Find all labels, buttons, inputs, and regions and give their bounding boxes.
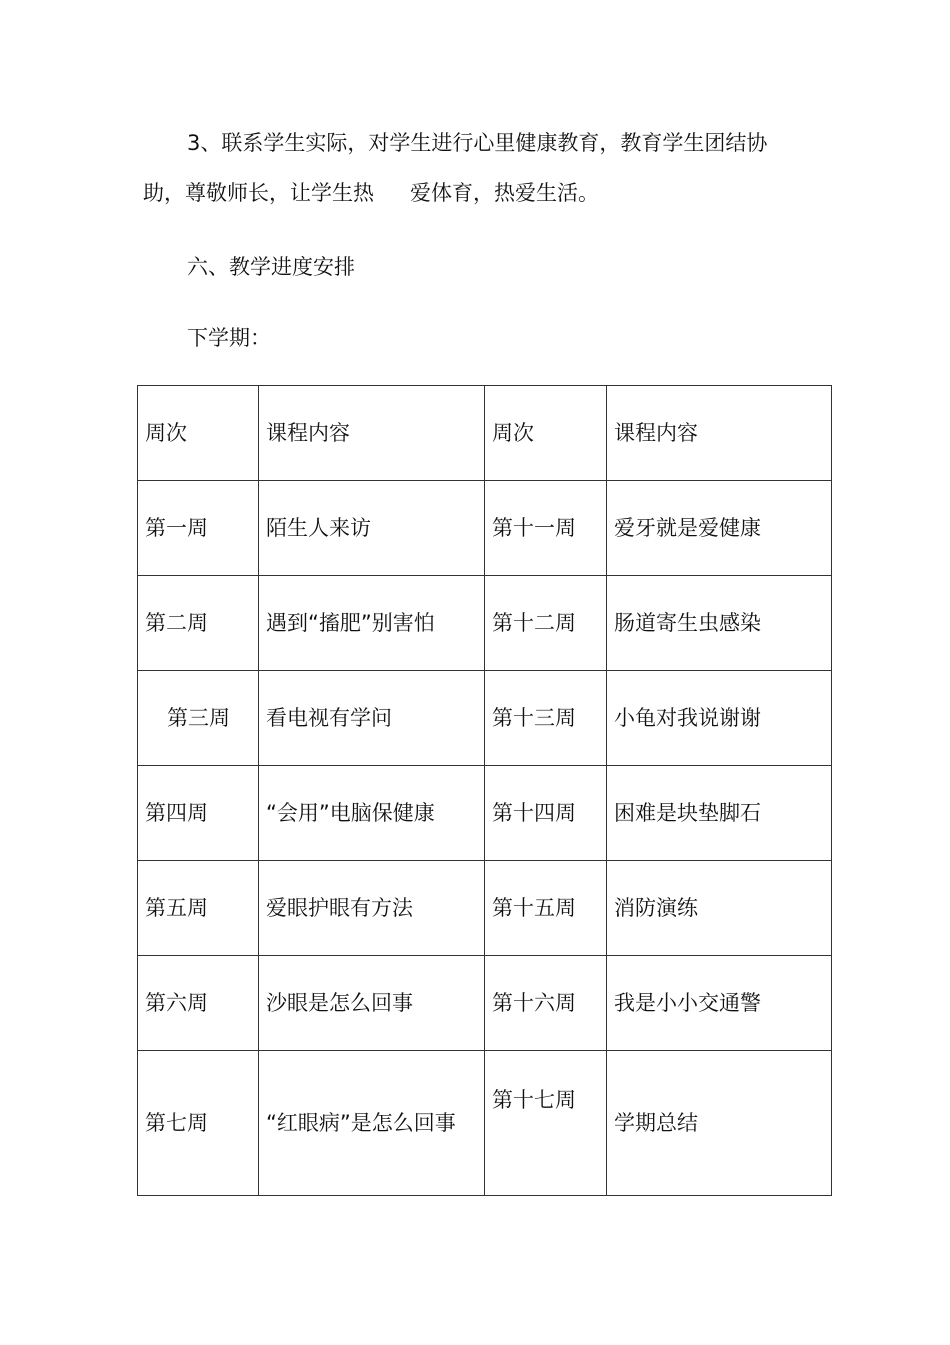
table-row: [138, 671, 832, 766]
content-cell: 陌生人来访: [259, 481, 485, 576]
content-cell: 看电视有学问: [259, 671, 485, 766]
content-cell: 爱眼护眼有方法: [259, 861, 485, 956]
table-row: [138, 576, 832, 671]
week-cell: 第十三周: [485, 671, 607, 766]
header-content-2: 课程内容: [607, 386, 832, 481]
table-header-row: [138, 386, 832, 481]
week-cell: 第六周: [138, 956, 259, 1051]
week-cell: 第十五周: [485, 861, 607, 956]
paragraph-line-2: [143, 180, 599, 206]
schedule-table: [137, 385, 832, 1196]
header-content-1: 课程内容: [259, 386, 485, 481]
section-title: 六、教学进度安排: [187, 255, 355, 279]
header-week-2: 周次: [485, 386, 607, 481]
week-cell: 第七周: [138, 1051, 259, 1196]
week-cell: 第四周: [138, 766, 259, 861]
paragraph-line-2-part-a: 助，尊敬师长，让学生热: [143, 181, 374, 205]
table-row: [138, 766, 832, 861]
content-cell: “红眼病”是怎么回事: [259, 1051, 485, 1196]
week-cell: 第三周: [138, 671, 259, 766]
header-week-1: 周次: [138, 386, 259, 481]
content-cell: 困难是块垫脚石: [607, 766, 832, 861]
week-cell: 第十一周: [485, 481, 607, 576]
content-cell: 爱牙就是爱健康: [607, 481, 832, 576]
week-cell: 第十六周: [485, 956, 607, 1051]
content-cell: 消防演练: [607, 861, 832, 956]
content-cell: “会用”电脑保健康: [259, 766, 485, 861]
table-row: [138, 861, 832, 956]
content-cell: 肠道寄生虫感染: [607, 576, 832, 671]
paragraph-line-2-part-b: 爱体育，热爱生活。: [410, 181, 599, 205]
week-cell: 第二周: [138, 576, 259, 671]
table-row: [138, 1051, 832, 1196]
week-cell: 第十二周: [485, 576, 607, 671]
term-label: 下学期：: [187, 326, 271, 350]
week-cell: 第十四周: [485, 766, 607, 861]
week-cell: 第五周: [138, 861, 259, 956]
content-cell: 遇到“搐肥”别害怕: [259, 576, 485, 671]
content-cell: 沙眼是怎么回事: [259, 956, 485, 1051]
content-cell: 我是小小交通警: [607, 956, 832, 1051]
table-row: [138, 956, 832, 1051]
table-row: [138, 481, 832, 576]
week-cell: 第一周: [138, 481, 259, 576]
content-cell: 学期总结: [607, 1051, 832, 1196]
paragraph-line-1: 3、联系学生实际，对学生进行心里健康教育，教育学生团结协: [187, 131, 768, 155]
week-cell: 第十七周: [485, 1051, 607, 1196]
content-cell: 小龟对我说谢谢: [607, 671, 832, 766]
